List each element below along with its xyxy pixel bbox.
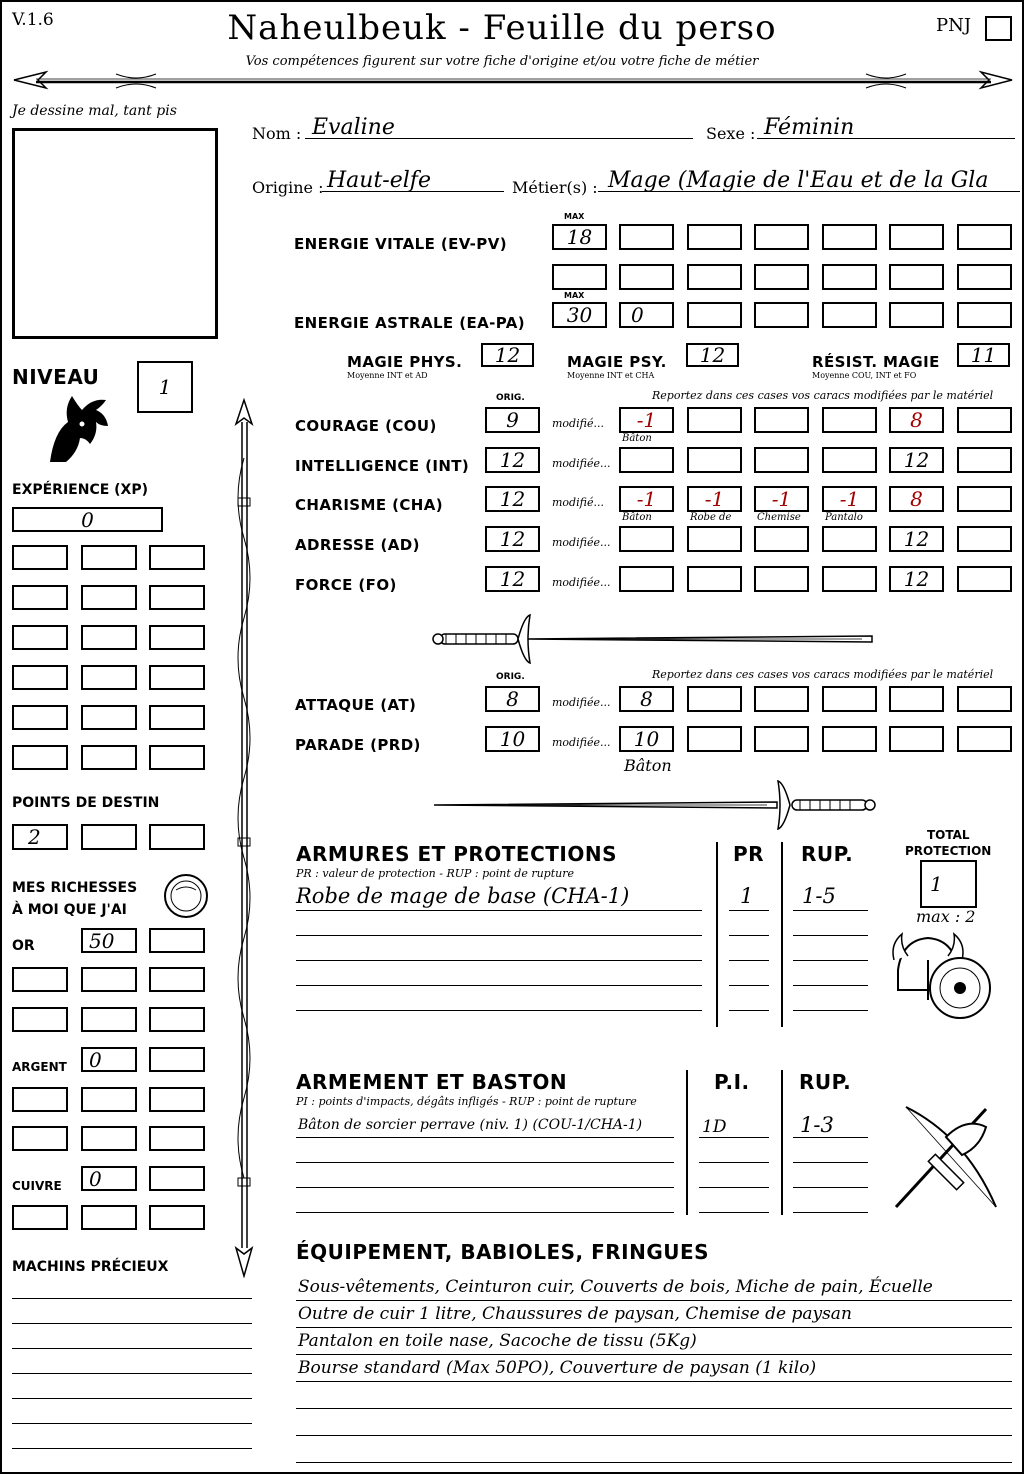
pnj-label: PNJ [936,15,972,36]
combat-label: ATTAQUE (AT) [295,696,417,714]
armure-line[interactable] [296,935,702,936]
carac-mod-box[interactable] [822,566,877,592]
dragon-icon [42,392,112,467]
version-label: V.1.6 [12,10,54,30]
carac-mod-box[interactable] [957,566,1012,592]
armure-pr-line[interactable] [729,985,769,986]
armures-pr-header: PR [733,842,765,866]
metier-label: Métier(s) : [512,178,598,197]
carac-mod-box[interactable] [687,566,742,592]
carac-orig-box[interactable]: 9 [485,407,540,433]
armement-rup-header: RUP. [799,1070,852,1094]
combat-mod-box[interactable] [822,726,877,752]
xp-box[interactable] [12,625,68,650]
metier-value[interactable]: Mage (Magie de l'Eau et de la Gla [608,168,989,193]
xp-box[interactable] [12,665,68,690]
carac-mod-note: Chemise [757,512,801,523]
armure-line[interactable] [296,1010,702,1011]
arme-rup-line[interactable] [793,1137,868,1138]
carac-orig-box[interactable]: 12 [485,447,540,473]
sword-icon [432,614,877,664]
destin-box[interactable] [81,824,137,850]
magie-phys-sub: Moyenne INT et AD [347,371,428,380]
xp-box[interactable] [149,665,205,690]
equip-line[interactable] [296,1462,1012,1463]
armures-rup-header: RUP. [801,842,854,866]
magie-phys-label: MAGIE PHYS. [347,353,463,371]
xp-box[interactable] [149,745,205,770]
or-label: OR [12,938,35,954]
or-box[interactable] [149,1007,205,1032]
arme-name[interactable]: Bâton de sorcier perrave (niv. 1) (COU-1/CHA-1) [298,1117,643,1133]
armure-pr-line[interactable] [729,1010,769,1011]
equip-line[interactable] [296,1381,1012,1382]
equip-line[interactable] [296,1354,1012,1355]
origine-label: Origine : [252,178,324,197]
xp-box[interactable] [81,585,137,610]
carac-mod-box[interactable] [754,526,809,552]
cuivre-box[interactable] [81,1205,137,1230]
column-divider [686,1070,688,1215]
argent-box[interactable] [12,1087,68,1112]
ev-box[interactable] [619,224,674,250]
column-divider [781,842,783,1027]
xp-box[interactable] [149,625,205,650]
argent-box[interactable]: 0 [81,1047,137,1072]
page-subtitle: Vos compétences figurent sur votre fiche d'origine et/ou votre fiche de métier [245,54,759,69]
carac-label: FORCE (FO) [295,576,397,594]
orig-label: ORIG. [496,672,525,682]
arme-rup-line[interactable] [793,1212,868,1213]
carac-mod-box[interactable]: 8 [889,486,944,512]
carac-mod-box[interactable]: -1 [822,486,877,512]
total-protection-label-2: PROTECTION [905,844,992,858]
cuivre-box[interactable] [149,1205,205,1230]
total-protection-label: TOTAL [927,828,970,842]
carac-mod-box[interactable] [687,447,742,473]
armure-rup-line[interactable] [793,985,868,986]
drawing-caption: Je dessine mal, tant pis [12,103,177,119]
arme-pi-line[interactable] [699,1212,769,1213]
combat-mod-box[interactable]: 8 [619,686,674,712]
arme-rup-line[interactable] [793,1162,868,1163]
carac-mod-box[interactable] [957,526,1012,552]
combat-mod-label: modifiée... [552,736,611,749]
ea-box[interactable] [957,302,1012,328]
ev-box[interactable] [889,224,944,250]
arme-rup-line[interactable] [793,1187,868,1188]
report-note: Reportez dans ces cases vos caracs modifiées par le matériel [652,668,994,681]
pnj-checkbox[interactable] [985,16,1012,41]
carac-mod-box[interactable] [957,407,1012,433]
carac-orig-box[interactable]: 12 [485,526,540,552]
argent-label: ARGENT [12,1060,67,1074]
ea-max-box[interactable]: 30 [552,302,607,328]
arme-line[interactable] [296,1187,674,1188]
metier-underline [598,191,1020,192]
niveau-box[interactable]: 1 [137,361,193,413]
sword-icon [432,780,877,830]
ea-box[interactable] [889,302,944,328]
combat-mod-box[interactable] [957,686,1012,712]
arme-pi[interactable]: 1D [702,1117,727,1137]
weapons-icon [886,1097,1010,1217]
carac-mod-box[interactable]: -1 [687,486,742,512]
armement-pi-header: P.I. [714,1070,750,1094]
carac-mod-box[interactable] [619,566,674,592]
xp-box[interactable] [12,545,68,570]
ev-box[interactable] [619,264,674,290]
ev-box[interactable] [957,224,1012,250]
arme-line[interactable] [296,1137,674,1138]
ev-box[interactable] [687,264,742,290]
carac-mod-label: modifiée... [552,536,611,549]
column-divider [781,1070,783,1215]
armure-line[interactable] [296,960,702,961]
ev-box[interactable] [687,224,742,250]
carac-mod-box[interactable] [687,526,742,552]
carac-mod-box[interactable] [957,447,1012,473]
armure-pr-line[interactable] [729,935,769,936]
nom-label: Nom : [252,124,302,143]
destin-box[interactable]: 2 [12,824,68,850]
cuivre-box[interactable] [149,1166,205,1191]
combat-label: PARADE (PRD) [295,736,421,754]
carac-mod-note: Robe de [690,512,732,523]
carac-mod-box[interactable] [822,407,877,433]
armement-title: ARMEMENT ET BASTON [296,1070,568,1094]
nom-underline [305,138,693,139]
or-box[interactable] [81,1007,137,1032]
combat-mod-box[interactable] [957,726,1012,752]
carac-mod-box[interactable]: 12 [889,566,944,592]
equip-line[interactable] [296,1408,1012,1409]
ev-box[interactable] [822,264,877,290]
combat-mod-box[interactable] [687,686,742,712]
ev-max-box[interactable]: 18 [552,224,607,250]
portrait-frame[interactable] [12,128,218,339]
equip-line[interactable] [296,1327,1012,1328]
machins-line[interactable] [12,1373,252,1374]
machins-line[interactable] [12,1323,252,1324]
combat-mod-box[interactable] [754,686,809,712]
armure-rup[interactable]: 1-5 [802,884,836,908]
carac-mod-label: modifié... [552,496,604,509]
ev-max-label: MAX [564,212,585,221]
machins-line[interactable] [12,1448,252,1449]
niveau-label: NIVEAU [12,365,100,389]
xp-label: EXPÉRIENCE (XP) [12,482,149,498]
carac-mod-label: modifié... [552,417,604,430]
spear-divider-icon [6,68,1020,96]
carac-mod-note: Pantalo [825,512,863,523]
magie-psy-label: MAGIE PSY. [567,353,667,371]
equip-item[interactable]: Sous-vêtements, Ceinturon cuir, Couverts de bois, Miche de pain, Écuelle [298,1277,933,1297]
carac-mod-box[interactable]: -1 [619,407,674,433]
carac-mod-box[interactable]: 8 [889,407,944,433]
carac-label: COURAGE (COU) [295,417,437,435]
nom-value[interactable]: Evaline [312,115,395,140]
total-protection-box[interactable]: 1 [920,860,977,908]
argent-box[interactable] [81,1126,137,1151]
xp-box[interactable] [12,745,68,770]
report-note: Reportez dans ces cases vos caracs modifiées par le matériel [652,389,994,402]
machins-line[interactable] [12,1398,252,1399]
argent-box[interactable] [12,1126,68,1151]
orig-label: ORIG. [496,393,525,403]
carac-label: ADRESSE (AD) [295,536,420,554]
carac-mod-box[interactable] [754,407,809,433]
cuivre-label: CUIVRE [12,1179,62,1193]
ev-box[interactable] [754,264,809,290]
column-divider [716,842,718,1027]
magie-phys-box[interactable]: 12 [481,343,534,367]
page-title: Naheulbeuk - Feuille du perso [227,8,777,48]
carac-label: INTELLIGENCE (INT) [295,457,470,475]
arme-rup[interactable]: 1-3 [800,1113,834,1137]
carac-orig-box[interactable]: 12 [485,566,540,592]
armure-pr[interactable]: 1 [740,884,754,908]
machins-label: MACHINS PRÉCIEUX [12,1259,169,1275]
xp-box[interactable] [81,665,137,690]
combat-mod-box[interactable] [754,726,809,752]
combat-mod-box[interactable]: 10 [619,726,674,752]
armure-line[interactable] [296,910,702,911]
carac-mod-label: modifiée... [552,576,611,589]
spear-icon [226,398,262,1278]
xp-box[interactable] [149,705,205,730]
equip-item[interactable]: Outre de cuir 1 litre, Chaussures de paysan, Chemise de paysan [298,1304,852,1324]
destin-box[interactable] [149,824,205,850]
richesses-label: MES RICHESSES [12,880,138,896]
carac-mod-box[interactable] [822,447,877,473]
carac-mod-box[interactable] [754,566,809,592]
combat-mod-box[interactable] [687,726,742,752]
equipement-title: ÉQUIPEMENT, BABIOLES, FRINGUES [296,1240,710,1264]
or-box[interactable] [12,967,68,992]
equip-item[interactable]: Bourse standard (Max 50PO), Couverture de paysan (1 kilo) [298,1358,817,1378]
armure-rup-line[interactable] [793,960,868,961]
or-box[interactable] [149,928,205,953]
carac-mod-note: Bâton [622,512,652,523]
combat-mod-box[interactable] [889,726,944,752]
or-box[interactable] [149,967,205,992]
or-box[interactable] [81,967,137,992]
carac-mod-box[interactable] [957,486,1012,512]
carac-orig-box[interactable]: 12 [485,486,540,512]
total-max-text: max : 2 [916,907,976,926]
sexe-label: Sexe : [706,124,756,143]
combat-mod-label: modifiée... [552,696,611,709]
origine-underline [322,191,504,192]
xp-box[interactable] [149,545,205,570]
ea-label: ENERGIE ASTRALE (EA-PA) [294,314,526,332]
xp-box[interactable] [81,745,137,770]
ea-box[interactable] [754,302,809,328]
xp-box[interactable]: 0 [12,507,163,532]
carac-mod-note: Bâton [622,433,652,444]
carac-mod-box[interactable] [619,447,674,473]
ea-box[interactable]: 0 [619,302,674,328]
destin-label: POINTS DE DESTIN [12,795,160,811]
magie-psy-box[interactable]: 12 [686,343,739,367]
arme-pi-line[interactable] [699,1137,769,1138]
xp-box[interactable] [81,545,137,570]
machins-line[interactable] [12,1348,252,1349]
or-box[interactable]: 50 [81,928,137,953]
arme-pi-line[interactable] [699,1187,769,1188]
origine-value[interactable]: Haut-elfe [327,168,431,193]
ea-box[interactable] [822,302,877,328]
ev-box[interactable] [754,224,809,250]
carac-mod-box[interactable]: 12 [889,526,944,552]
machins-line[interactable] [12,1423,252,1424]
magie-psy-sub: Moyenne INT et CHA [567,371,655,380]
combat-orig-box[interactable]: 8 [485,686,540,712]
armure-name[interactable]: Robe de mage de base (CHA-1) [296,884,630,908]
xp-box[interactable] [12,585,68,610]
or-box[interactable] [12,1007,68,1032]
sexe-value[interactable]: Féminin [764,115,855,140]
arme-line[interactable] [296,1162,674,1163]
carac-mod-box[interactable]: 12 [889,447,944,473]
cuivre-box[interactable]: 0 [81,1166,137,1191]
armure-rup-line[interactable] [793,910,868,911]
arme-line[interactable] [296,1212,674,1213]
armure-pr-line[interactable] [729,910,769,911]
richesses-label-2: À MOI QUE J'AI [12,902,127,918]
combat-mod-box[interactable] [822,686,877,712]
xp-box[interactable] [12,705,68,730]
armures-title: ARMURES ET PROTECTIONS [296,842,617,866]
combat-note: Bâton [624,756,672,775]
combat-mod-box[interactable] [889,686,944,712]
resist-magie-label: RÉSIST. MAGIE [812,353,940,371]
armures-sub: PR : valeur de protection - RUP : point de rupture [296,867,574,880]
sexe-underline [757,138,1015,139]
equip-line[interactable] [296,1300,1012,1301]
ev-box[interactable] [552,264,607,290]
argent-box[interactable] [149,1126,205,1151]
xp-box[interactable] [81,625,137,650]
carac-mod-box[interactable] [822,526,877,552]
carac-mod-box[interactable]: -1 [754,486,809,512]
carac-mod-box[interactable] [687,407,742,433]
ev-box[interactable] [889,264,944,290]
carac-mod-box[interactable] [619,526,674,552]
xp-box[interactable] [149,585,205,610]
combat-orig-box[interactable]: 10 [485,726,540,752]
ea-max-label: MAX [564,291,585,300]
armure-line[interactable] [296,985,702,986]
ev-box[interactable] [822,224,877,250]
armure-rup-line[interactable] [793,1010,868,1011]
argent-box[interactable] [149,1087,205,1112]
armure-rup-line[interactable] [793,935,868,936]
machins-line[interactable] [12,1298,252,1299]
ev-box[interactable] [957,264,1012,290]
xp-box[interactable] [81,705,137,730]
carac-mod-box[interactable] [754,447,809,473]
armure-pr-line[interactable] [729,960,769,961]
helmet-shield-icon [890,930,1000,1030]
cuivre-box[interactable] [12,1205,68,1230]
armement-sub: PI : points d'impacts, dégâts infligés - RUP : point de rupture [296,1095,637,1108]
arme-pi-line[interactable] [699,1162,769,1163]
carac-mod-label: modifiée... [552,457,611,470]
coin-icon [162,872,210,920]
ea-box[interactable] [687,302,742,328]
equip-item[interactable]: Pantalon en toile nase, Sacoche de tissu (5Kg) [298,1331,697,1351]
resist-magie-sub: Moyenne COU, INT et FO [812,371,917,380]
carac-mod-box[interactable]: -1 [619,486,674,512]
resist-magie-box[interactable]: 11 [957,343,1010,367]
argent-box[interactable] [81,1087,137,1112]
ev-label: ENERGIE VITALE (EV-PV) [294,235,507,253]
equip-line[interactable] [296,1435,1012,1436]
carac-label: CHARISME (CHA) [295,496,443,514]
argent-box[interactable] [149,1047,205,1072]
